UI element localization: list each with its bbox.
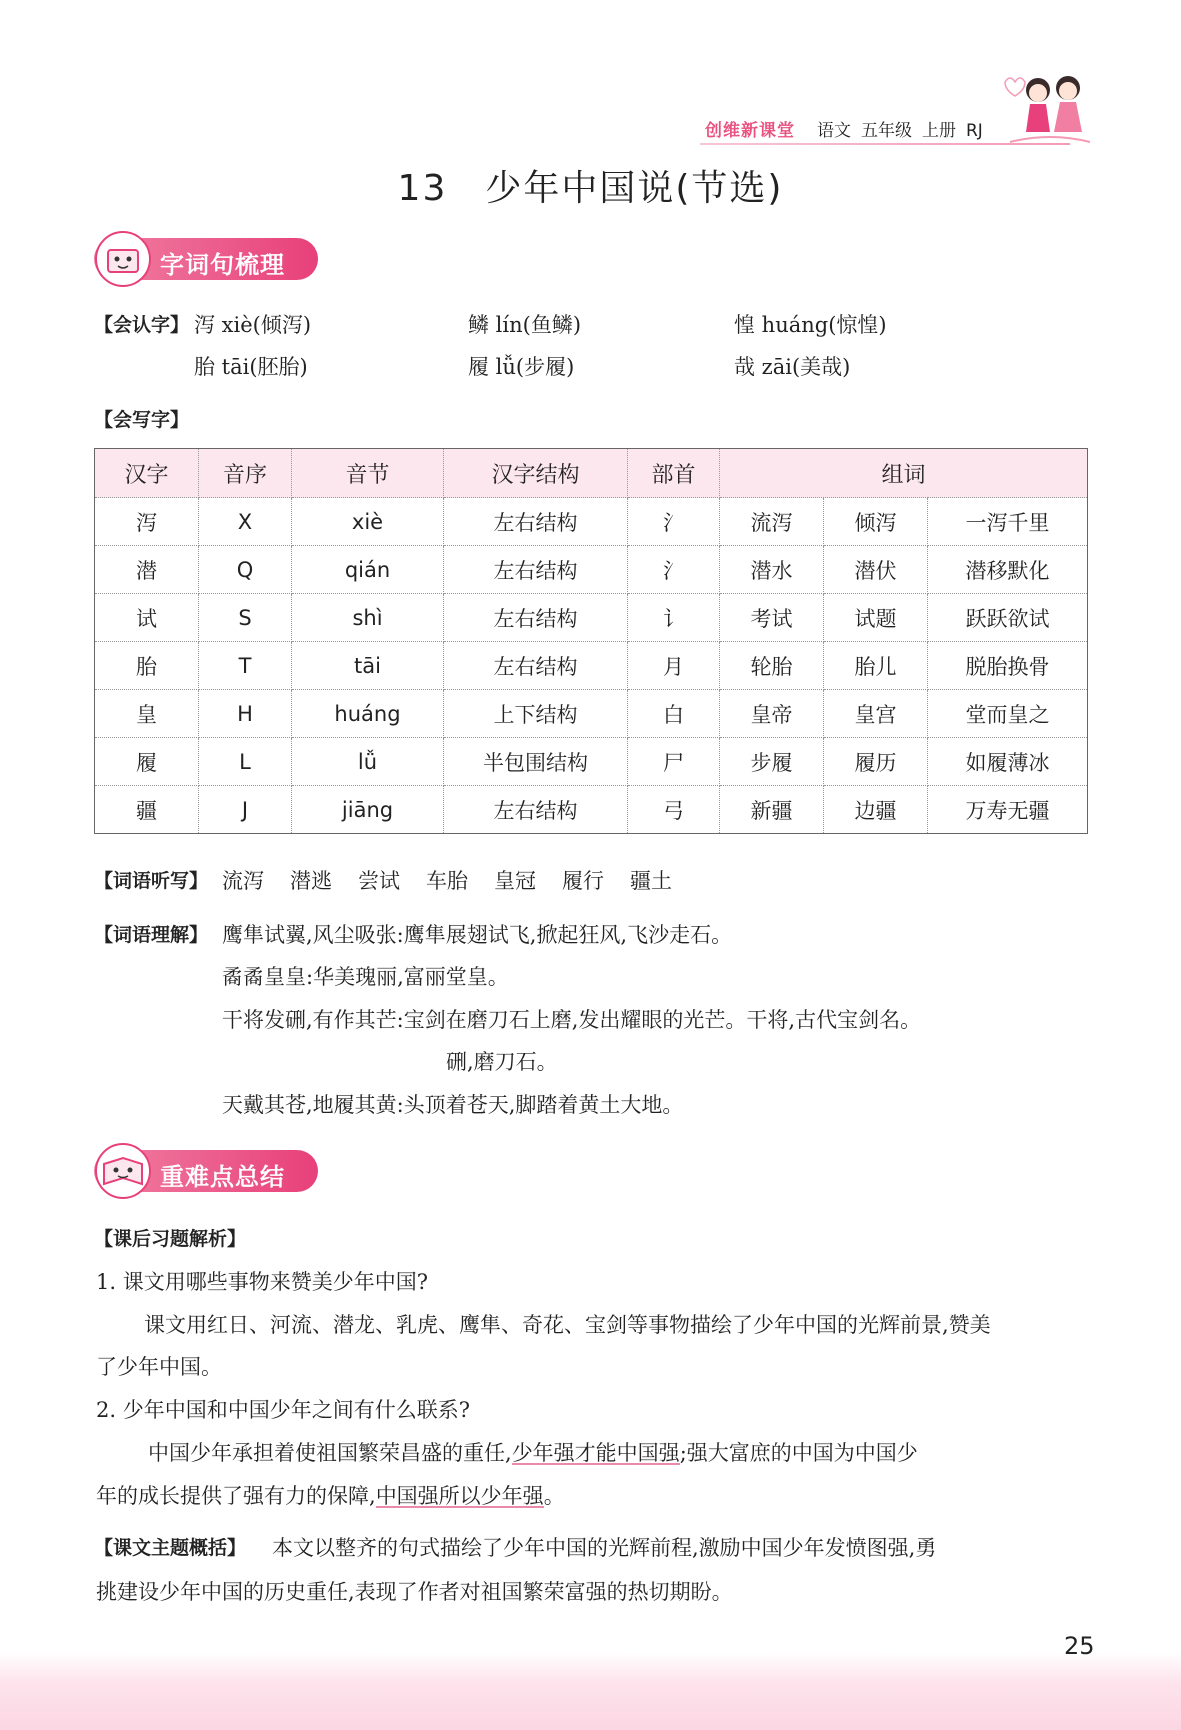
recognize-item: 履 lǚ(步履): [468, 355, 575, 379]
cell-order: Q: [199, 546, 292, 594]
cell-word: 流泻: [720, 498, 824, 546]
understanding-label: 【词语理解】: [94, 924, 209, 946]
cell-radical: 弓: [628, 786, 720, 834]
answer-1-line: 了少年中国。: [96, 1355, 222, 1379]
cell-radical: 氵: [628, 546, 720, 594]
cell-word: 皇宫: [824, 690, 928, 738]
theme-label: 【课文主题概括】: [94, 1537, 247, 1559]
cell-radical: 氵: [628, 498, 720, 546]
mascot-book-icon: [94, 230, 152, 288]
dictation-word: 疆土: [630, 869, 672, 893]
table-row: [95, 738, 1088, 786]
table-row: [95, 594, 1088, 642]
answer-1-line: 课文用红日、河流、潜龙、乳虎、鹰隼、奇花、宝剑等事物描绘了少年中国的光辉前景,赞美: [144, 1313, 991, 1337]
cell-order: S: [199, 594, 292, 642]
cell-word: 步履: [720, 738, 824, 786]
cell-word: 脱胎换骨: [928, 642, 1088, 690]
section-banner-key-points: [94, 1150, 318, 1192]
cell-radical: 讠: [628, 594, 720, 642]
cell-word: 一泻千里: [928, 498, 1088, 546]
cell-structure: 左右结构: [444, 786, 628, 834]
table-header: 音序: [199, 449, 292, 498]
cell-char: 皇: [95, 690, 199, 738]
table-header-row: [95, 449, 1088, 498]
cell-radical: 白: [628, 690, 720, 738]
answer-2-line: [148, 1437, 918, 1467]
table-header: 汉字结构: [444, 449, 628, 498]
cell-word: 胎儿: [824, 642, 928, 690]
cell-char: 泻: [95, 498, 199, 546]
page-number: 25: [1064, 1632, 1095, 1660]
table-row: [95, 786, 1088, 834]
cell-order: T: [199, 642, 292, 690]
cell-word: 考试: [720, 594, 824, 642]
cell-order: J: [199, 786, 292, 834]
cell-word: 跃跃欲试: [928, 594, 1088, 642]
recognize-item: 鳞 lín(鱼鳞): [468, 313, 582, 337]
table-row: [95, 642, 1088, 690]
cell-pinyin: jiāng: [292, 786, 444, 834]
cell-word: 潜伏: [824, 546, 928, 594]
recognize-item: 胎 tāi(胚胎): [194, 355, 308, 379]
cell-pinyin: xiè: [292, 498, 444, 546]
cell-structure: 左右结构: [444, 594, 628, 642]
cell-char: 疆: [95, 786, 199, 834]
dictation-words: [222, 865, 672, 895]
dictation-word: 车胎: [426, 869, 468, 893]
understanding-line: 鹰隼试翼,风尘吸张:鹰隼展翅试飞,掀起狂风,飞沙走石。: [222, 923, 733, 947]
header-brand: 创维新课堂: [705, 121, 795, 141]
cell-structure: 左右结构: [444, 642, 628, 690]
cell-pinyin: shì: [292, 594, 444, 642]
section-banner-text: 字词句梳理: [160, 251, 285, 279]
cell-radical: 尸: [628, 738, 720, 786]
question-1: 1. 课文用哪些事物来赞美少年中国?: [96, 1270, 428, 1294]
answer-text: 中国少年承担着使祖国繁荣昌盛的重任,: [148, 1441, 512, 1465]
table-row: [95, 546, 1088, 594]
cell-pinyin: lǚ: [292, 738, 444, 786]
table-row: [95, 498, 1088, 546]
answer-highlight: 少年强才能中国强: [511, 1441, 680, 1465]
question-2: 2. 少年中国和中国少年之间有什么联系?: [96, 1398, 470, 1422]
cell-radical: 月: [628, 642, 720, 690]
cell-word: 潜水: [720, 546, 824, 594]
table-row: [95, 690, 1088, 738]
recognize-item: 惶 huáng(惊惶): [734, 313, 887, 337]
table-header: 汉字: [95, 449, 199, 498]
analysis-label: 【课后习题解析】: [94, 1228, 247, 1250]
cell-order: X: [199, 498, 292, 546]
dictation-word: 皇冠: [494, 869, 536, 893]
answer-2-line: [96, 1480, 565, 1510]
header-edition: RJ: [966, 121, 983, 141]
cell-char: 胎: [95, 642, 199, 690]
theme-line: 挑建设少年中国的历史重任,表现了作者对祖国繁荣富强的热切期盼。: [96, 1580, 733, 1604]
cell-word: 皇帝: [720, 690, 824, 738]
mascot-book-icon: [94, 1142, 152, 1200]
section-banner-text: 重难点总结: [160, 1163, 285, 1191]
cell-word: 边疆: [824, 786, 928, 834]
page-title: 13 少年中国说(节选): [397, 168, 784, 209]
cell-structure: 上下结构: [444, 690, 628, 738]
cell-pinyin: qián: [292, 546, 444, 594]
recognize-item: 哉 zāi(美哉): [734, 355, 851, 379]
cell-word: 潜移默化: [928, 546, 1088, 594]
cell-word: 万寿无疆: [928, 786, 1088, 834]
answer-text: 年的成长提供了强有力的保障,: [96, 1484, 376, 1508]
cell-word: 如履薄冰: [928, 738, 1088, 786]
cell-char: 潜: [95, 546, 199, 594]
section-banner-vocabulary: [94, 238, 318, 280]
table-header: 组词: [720, 449, 1088, 498]
answer-highlight: 中国强所以少年强: [375, 1484, 544, 1508]
recognize-label: 【会认字】: [94, 314, 190, 336]
cell-order: L: [199, 738, 292, 786]
understanding-line: 硎,磨刀石。: [446, 1050, 558, 1074]
header-subject: 语文: [817, 121, 851, 141]
cell-char: 试: [95, 594, 199, 642]
write-label: 【会写字】: [94, 409, 190, 431]
cell-pinyin: huáng: [292, 690, 444, 738]
understanding-line: 矞矞皇皇:华美瑰丽,富丽堂皇。: [222, 965, 509, 989]
understanding-line: 干将发硎,有作其芒:宝剑在磨刀石上磨,发出耀眼的光芒。干将,古代宝剑名。: [222, 1008, 922, 1032]
cell-char: 履: [95, 738, 199, 786]
character-table: [94, 448, 1088, 834]
cell-word: 堂而皇之: [928, 690, 1088, 738]
understanding-line: 天戴其苍,地履其黄:头顶着苍天,脚踏着黄土大地。: [222, 1093, 684, 1117]
answer-text: ;强大富庶的中国为中国少: [679, 1441, 918, 1465]
dictation-word: 尝试: [358, 869, 400, 893]
table-header: 音节: [292, 449, 444, 498]
cell-word: 履历: [824, 738, 928, 786]
answer-text: 。: [543, 1484, 565, 1508]
cell-structure: 半包围结构: [444, 738, 628, 786]
theme-line: 本文以整齐的句式描绘了少年中国的光辉前程,激励中国少年发愤图强,勇: [272, 1536, 937, 1560]
cell-word: 新疆: [720, 786, 824, 834]
mascot-kids-icon: [1000, 72, 1090, 148]
footer-band: [0, 1652, 1181, 1730]
dictation-word: 流泻: [222, 869, 264, 893]
cell-order: H: [199, 690, 292, 738]
cell-word: 倾泻: [824, 498, 928, 546]
table-header: 部首: [628, 449, 720, 498]
header-volume: 上册: [922, 121, 956, 141]
recognize-item: 泻 xiè(倾泻): [194, 313, 312, 337]
dictation-word: 履行: [562, 869, 604, 893]
dictation-word: 潜逃: [290, 869, 332, 893]
dictation-label: 【词语听写】: [94, 870, 209, 892]
cell-structure: 左右结构: [444, 546, 628, 594]
header-grade: 五年级: [861, 121, 912, 141]
cell-structure: 左右结构: [444, 498, 628, 546]
cell-pinyin: tāi: [292, 642, 444, 690]
cell-word: 试题: [824, 594, 928, 642]
header-book-info: [817, 116, 993, 141]
cell-word: 轮胎: [720, 642, 824, 690]
